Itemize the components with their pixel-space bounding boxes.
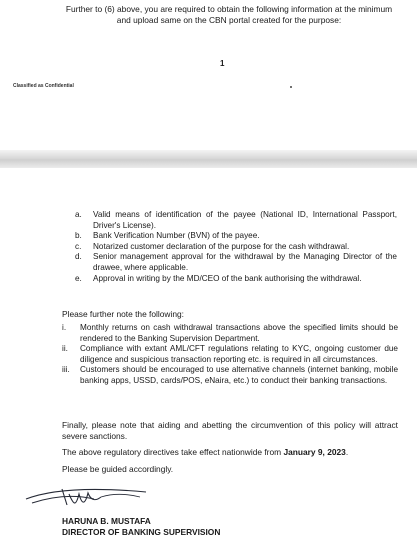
closing-line: Please be guided accordingly. [62,464,174,474]
signature-icon [22,480,162,510]
list-marker: b. [75,231,82,241]
page-number: 1 [220,59,225,68]
list-item [75,231,397,242]
effective-date: January 9, 2023 [283,447,346,457]
list-marker: iii. [62,365,70,375]
list-item-text: Senior management approval for the withdrawal by the Managing Director of the drawee, where applicable. [93,252,397,272]
previous-page-bottom [0,0,417,150]
effective-prefix: The above regulatory directives take effect nationwide from [62,447,284,457]
note-heading: Please further note the following: [62,309,184,319]
list-item-text: Notarized customer declaration of the purpose for the cash withdrawal. [93,241,350,251]
list-marker: e. [75,273,82,283]
list-marker: i. [62,323,67,332]
list-item [62,344,398,365]
signatory-title: DIRECTOR OF BANKING SUPERVISION [62,527,221,537]
list-item [75,273,397,285]
list-marker: ii. [62,344,68,354]
sanctions-paragraph: Finally, please note that aiding and abetting the circumvention of this policy will attract severe sanctions. [62,420,398,441]
list-item [62,365,398,386]
signatory-block [62,516,220,538]
classification-label: Classified as Confidential [13,83,74,89]
list-item-text: Bank Verification Number (BVN) of the payee. [93,231,260,241]
effective-date-paragraph [62,447,398,458]
list-item-text: Approval in writing by the MD/CEO of the bank authorising the withdrawal. [93,273,362,283]
list-item-text: Monthly returns on cash withdrawal transactions above the specified limits should be rendered to the Banking Supervision Department. [80,323,398,343]
intro-paragraph: Further to (6) above, you are required to obtain the following information at the minimum and upload same on the CBN portal created for the purpose: [65,4,393,25]
list-item [75,241,397,253]
page-separator [0,150,417,168]
list-item [75,252,397,273]
list-marker: d. [75,252,82,262]
list-marker: c. [75,241,82,251]
scan-speck [290,86,292,88]
list-item-text: Compliance with extant AML/CFT regulations relating to KYC, ongoing customer due diligence and suspicious transaction reporting etc. is required in all circumstances. [80,344,398,364]
signatory-name: HARUNA B. MUSTAFA [62,516,151,526]
notes-list [62,323,398,387]
list-item [75,210,397,231]
list-item-text: Valid means of identification of the payee (National ID, International Passport, Driver's License). [93,210,397,230]
list-item [62,323,398,344]
list-item-text: Customers should be encouraged to use alternative channels (internet banking, mobile banking apps, USSD, cards/POS, eNaira, etc.) to conduct their banking transactions. [80,365,398,385]
list-marker: a. [75,210,82,219]
requirements-list [75,210,397,284]
effective-suffix: . [345,447,349,457]
